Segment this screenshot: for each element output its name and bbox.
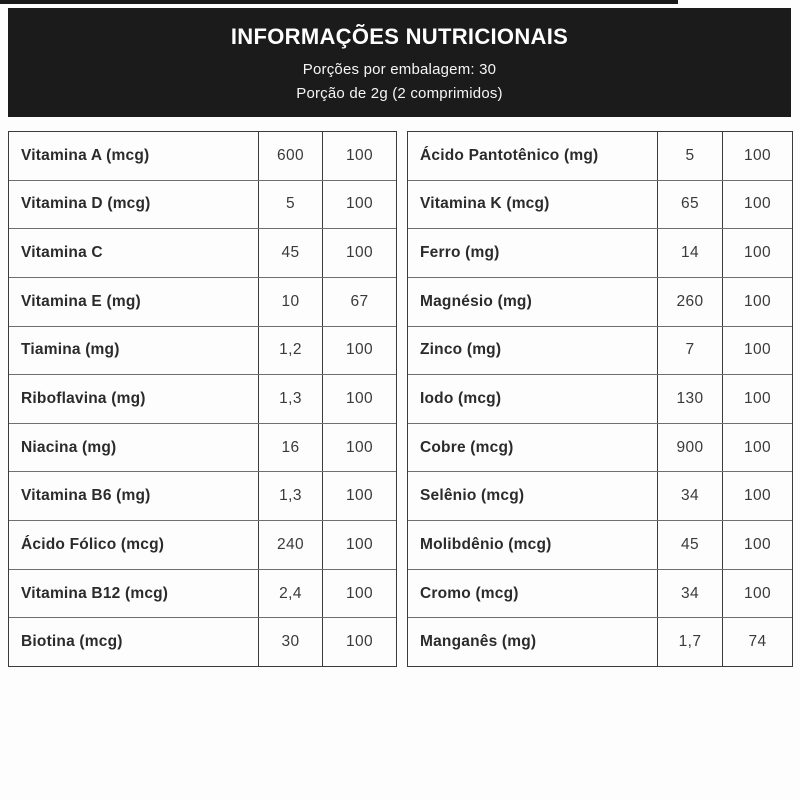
table-row [408, 180, 792, 229]
nutrient-name-cell: Selênio (mcg) [420, 487, 525, 505]
table-row [9, 520, 396, 569]
nutrient-amount-cell: 130 [657, 375, 722, 423]
nutrient-name-cell: Manganês (mg) [420, 633, 537, 651]
table-row [9, 132, 396, 180]
nutrient-daily-value-cell: 100 [722, 327, 792, 375]
servings-per-package-line: Porções por embalagem: 30 [302, 61, 497, 78]
top-edge-strip [0, 0, 678, 4]
table-row [408, 617, 792, 666]
table-row [9, 326, 396, 375]
nutrient-amount-cell: 14 [657, 229, 722, 277]
nutrient-name-cell: Ferro (mg) [420, 244, 500, 262]
nutrient-name-cell: Magnésio (mg) [420, 292, 532, 310]
nutrient-daily-value-cell: 100 [722, 278, 792, 326]
nutrient-amount-cell: 16 [258, 424, 322, 472]
nutrients-table-left [8, 131, 397, 667]
nutrient-daily-value-cell: 100 [722, 132, 792, 180]
nutrient-daily-value-cell: 100 [722, 521, 792, 569]
nutrient-daily-value-cell: 100 [322, 472, 396, 520]
nutrient-name-cell: Vitamina D (mcg) [21, 195, 151, 213]
nutrient-daily-value-cell: 100 [322, 181, 396, 229]
nutrient-name-cell: Vitamina C [21, 244, 103, 262]
nutrient-amount-cell: 2,4 [258, 570, 322, 618]
nutrient-name-cell: Vitamina E (mg) [21, 292, 141, 310]
page-title: INFORMAÇÕES NUTRICIONAIS [230, 24, 569, 49]
nutrient-amount-cell: 45 [657, 521, 722, 569]
table-row [408, 423, 792, 472]
table-row [408, 277, 792, 326]
nutrient-name-cell: Iodo (mcg) [420, 390, 502, 408]
table-row [408, 326, 792, 375]
nutrient-amount-cell: 65 [657, 181, 722, 229]
nutrient-name-cell: Vitamina K (mcg) [420, 195, 550, 213]
nutrient-amount-cell: 1,2 [258, 327, 322, 375]
nutrient-amount-cell: 5 [258, 181, 322, 229]
nutrient-name-cell: Niacina (mg) [21, 438, 117, 456]
nutrient-amount-cell: 1,7 [657, 618, 722, 666]
nutrient-daily-value-cell: 100 [322, 132, 396, 180]
nutrient-amount-cell: 30 [258, 618, 322, 666]
nutrient-daily-value-cell: 100 [322, 521, 396, 569]
nutrient-name-cell: Cromo (mcg) [420, 584, 519, 602]
nutrient-amount-cell: 900 [657, 424, 722, 472]
nutrient-name-cell: Tiamina (mg) [21, 341, 120, 359]
table-row [408, 471, 792, 520]
nutrient-name-cell: Cobre (mcg) [420, 438, 514, 456]
table-row [9, 277, 396, 326]
table-row [9, 423, 396, 472]
table-row [408, 520, 792, 569]
nutrient-daily-value-cell: 100 [722, 570, 792, 618]
nutrient-name-cell: Ácido Pantotênico (mg) [420, 146, 599, 164]
nutrient-daily-value-cell: 100 [722, 229, 792, 277]
table-row [9, 471, 396, 520]
nutrient-daily-value-cell: 100 [322, 570, 396, 618]
nutrient-daily-value-cell: 100 [322, 375, 396, 423]
table-row [9, 180, 396, 229]
nutrient-amount-cell: 1,3 [258, 375, 322, 423]
table-row [408, 228, 792, 277]
nutrient-daily-value-cell: 100 [722, 375, 792, 423]
nutrient-amount-cell: 240 [258, 521, 322, 569]
nutrient-daily-value-cell: 100 [722, 472, 792, 520]
nutrient-daily-value-cell: 100 [322, 618, 396, 666]
nutrient-name-cell: Zinco (mg) [420, 341, 502, 359]
serving-size-line: Porção de 2g (2 comprimidos) [296, 85, 503, 102]
table-row [408, 569, 792, 618]
nutrient-amount-cell: 600 [258, 132, 322, 180]
nutrient-amount-cell: 260 [657, 278, 722, 326]
nutrient-name-cell: Vitamina B12 (mcg) [21, 584, 169, 602]
nutrients-table-right [407, 131, 793, 667]
nutrient-amount-cell: 7 [657, 327, 722, 375]
nutrient-daily-value-cell: 100 [722, 424, 792, 472]
table-row [9, 228, 396, 277]
nutrient-name-cell: Biotina (mcg) [21, 633, 123, 651]
nutrient-name-cell: Molibdênio (mcg) [420, 535, 552, 553]
nutrient-amount-cell: 10 [258, 278, 322, 326]
table-row [9, 569, 396, 618]
nutrient-daily-value-cell: 100 [322, 229, 396, 277]
nutrient-amount-cell: 45 [258, 229, 322, 277]
nutrient-name-cell: Vitamina B6 (mg) [21, 487, 151, 505]
nutrient-name-cell: Ácido Fólico (mcg) [21, 535, 165, 553]
nutrient-name-cell: Riboflavina (mg) [21, 390, 146, 408]
nutrient-amount-cell: 34 [657, 570, 722, 618]
table-row [408, 374, 792, 423]
nutrient-daily-value-cell: 100 [722, 181, 792, 229]
nutrition-header [8, 8, 791, 117]
table-row [9, 617, 396, 666]
nutrient-daily-value-cell: 100 [322, 327, 396, 375]
nutrient-daily-value-cell: 67 [322, 278, 396, 326]
nutrient-amount-cell: 5 [657, 132, 722, 180]
table-row [9, 374, 396, 423]
nutrient-daily-value-cell: 74 [722, 618, 792, 666]
nutrient-name-cell: Vitamina A (mcg) [21, 146, 150, 164]
nutrient-amount-cell: 34 [657, 472, 722, 520]
nutrient-amount-cell: 1,3 [258, 472, 322, 520]
table-row [408, 132, 792, 180]
nutrient-daily-value-cell: 100 [322, 424, 396, 472]
